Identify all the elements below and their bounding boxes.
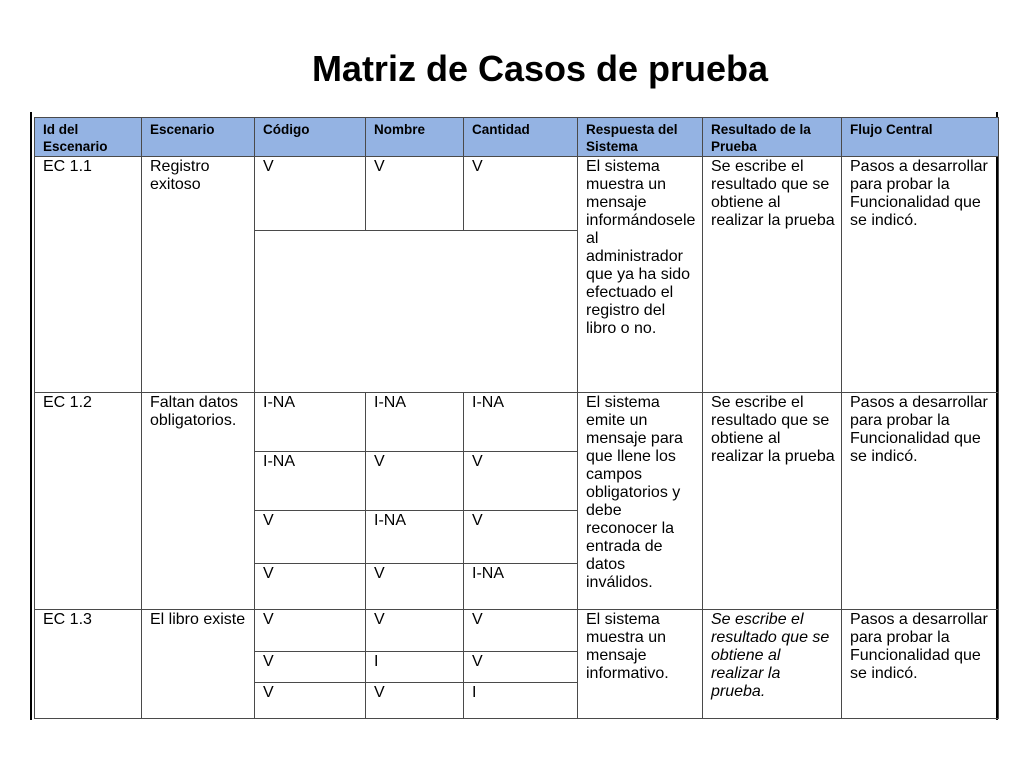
cell-resultado: Se escribe el resultado que se obtiene al realizar la prueba — [703, 393, 842, 610]
table-row — [35, 610, 999, 652]
cell-codigo: I-NA — [255, 452, 366, 511]
cell-nombre: V — [366, 683, 464, 719]
cell-codigo: V — [255, 564, 366, 610]
cell-codigo: V — [255, 157, 366, 231]
cell-codigo: V — [255, 610, 366, 652]
cell-cantidad: V — [464, 452, 578, 511]
header-respuesta: Respuesta del Sistema — [578, 118, 703, 157]
cell-nombre: I-NA — [366, 393, 464, 452]
header-flujo: Flujo Central — [842, 118, 999, 157]
cell-nombre: V — [366, 157, 464, 231]
cell-codigo: V — [255, 683, 366, 719]
cell-cantidad: I-NA — [464, 393, 578, 452]
cell-nombre: V — [366, 610, 464, 652]
empty-cell — [255, 231, 578, 393]
cell-respuesta: El sistema muestra un mensaje informándosele al administrador que ya ha sido efectuado el registro del libro o no. — [578, 157, 703, 393]
cell-id: EC 1.3 — [35, 610, 142, 719]
header-codigo: Código — [255, 118, 366, 157]
table-row — [35, 157, 999, 231]
cell-respuesta: El sistema muestra un mensaje informativo. — [578, 610, 703, 719]
cell-cantidad: I-NA — [464, 564, 578, 610]
cell-escenario: Faltan datos obligatorios. — [142, 393, 255, 610]
cell-flujo: Pasos a desarrollar para probar la Funcionalidad que se indicó. — [842, 610, 999, 719]
header-id: Id del Escenario — [35, 118, 142, 157]
cell-flujo: Pasos a desarrollar para probar la Funcionalidad que se indicó. — [842, 157, 999, 393]
cell-cantidad: V — [464, 157, 578, 231]
test-case-matrix — [34, 117, 999, 719]
header-cantidad: Cantidad — [464, 118, 578, 157]
page-title: Matriz de Casos de prueba — [311, 48, 769, 89]
cell-escenario: El libro existe — [142, 610, 255, 719]
cell-cantidad: I — [464, 683, 578, 719]
cell-nombre: V — [366, 452, 464, 511]
cell-codigo: I-NA — [255, 393, 366, 452]
cell-cantidad: V — [464, 511, 578, 564]
cell-id: EC 1.1 — [35, 157, 142, 393]
cell-resultado: Se escribe el resultado que se obtiene al realizar la prueba — [703, 157, 842, 393]
cell-cantidad: V — [464, 652, 578, 683]
cell-flujo: Pasos a desarrollar para probar la Funcionalidad que se indicó. — [842, 393, 999, 610]
cell-nombre: I — [366, 652, 464, 683]
cell-cantidad: V — [464, 610, 578, 652]
header-nombre: Nombre — [366, 118, 464, 157]
cell-id: EC 1.2 — [35, 393, 142, 610]
cell-resultado: Se escribe el resultado que se obtiene al realizar la prueba. — [703, 610, 842, 719]
table-row — [35, 393, 999, 452]
header-resultado: Resultado de la Prueba — [703, 118, 842, 157]
header-escenario: Escenario — [142, 118, 255, 157]
header-row — [35, 118, 999, 157]
cell-nombre: I-NA — [366, 511, 464, 564]
cell-respuesta: El sistema emite un mensaje para que llene los campos obligatorios y debe reconocer la entrada de datos inválidos. — [578, 393, 703, 610]
cell-codigo: V — [255, 511, 366, 564]
cell-codigo: V — [255, 652, 366, 683]
cell-nombre: V — [366, 564, 464, 610]
cell-escenario: Registro exitoso — [142, 157, 255, 393]
